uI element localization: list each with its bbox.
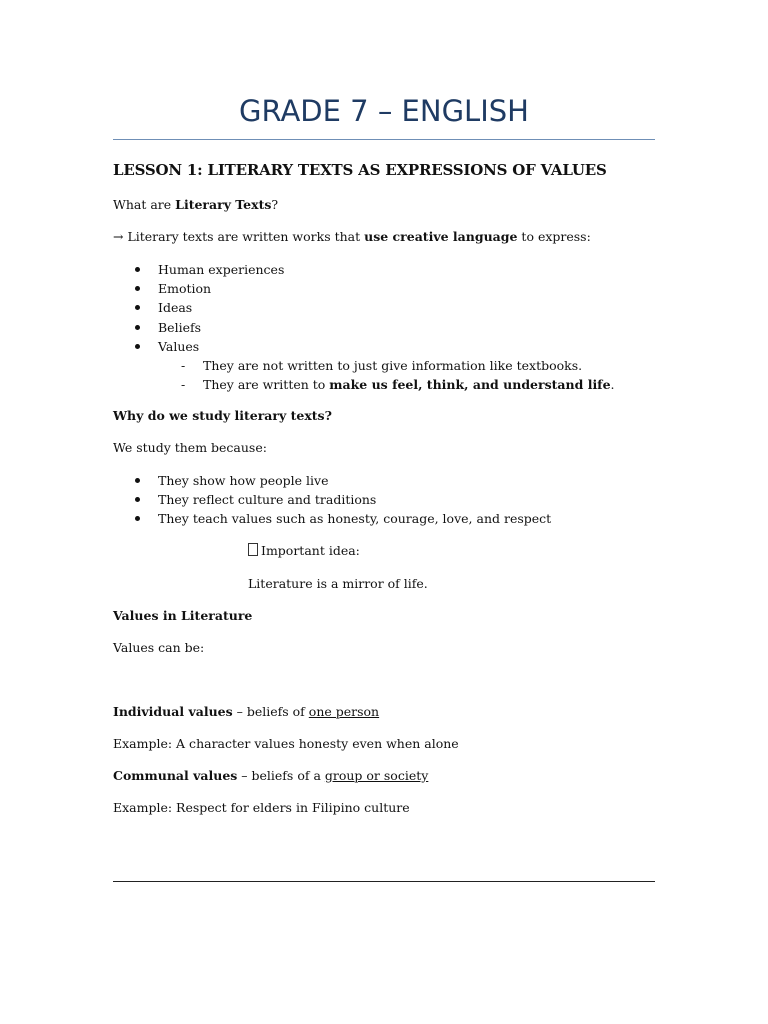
list-item (113, 279, 284, 298)
important-label-text: Important idea: (261, 543, 360, 558)
bullet-icon (135, 305, 140, 310)
important-idea-label (248, 542, 360, 560)
q1-bold: Literary Texts (175, 197, 272, 212)
list-item (113, 509, 551, 528)
express-list (113, 260, 284, 356)
bullet-icon (135, 516, 140, 521)
missing-glyph-icon (248, 543, 258, 556)
sub-b-pre: They are written to (203, 377, 330, 392)
individual-mid: – beliefs of (232, 704, 309, 719)
values-sub-list (113, 356, 615, 394)
bullet-icon (135, 478, 140, 483)
def-pre: → Literary texts are written works that (113, 229, 365, 244)
bottom-divider (113, 881, 655, 882)
bullet-icon (135, 497, 140, 502)
communal-mid: – beliefs of a (237, 768, 325, 783)
list-item-text: Ideas (158, 300, 193, 316)
why-heading: Why do we study literary texts? (113, 408, 332, 423)
individual-values-line (113, 703, 379, 721)
communal-underline: group or society (324, 768, 429, 783)
q1-pre: What are (113, 197, 176, 212)
list-item (113, 490, 551, 509)
list-item (113, 375, 615, 394)
communal-bold: Communal values (113, 768, 238, 783)
individual-example: Example: A character values honesty even when alone (113, 736, 459, 751)
list-item (113, 318, 284, 337)
lesson-heading: LESSON 1: LITERARY TEXTS AS EXPRESSIONS OF VALUES (113, 161, 607, 179)
list-item-text: Human experiences (158, 262, 285, 277)
page-title: GRADE 7 – ENGLISH (239, 94, 529, 128)
list-item-text: Values (158, 338, 200, 354)
dash-icon: - (181, 358, 186, 373)
list-item (113, 471, 551, 490)
bullet-icon (135, 286, 140, 291)
why-intro: We study them because: (113, 440, 267, 455)
important-idea-text: Literature is a mirror of life. (248, 576, 428, 591)
dash-icon: - (181, 377, 186, 392)
list-item-text: They are not written to just give information like textbooks. (203, 358, 583, 373)
communal-example: Example: Respect for elders in Filipino culture (113, 800, 410, 815)
list-item (113, 298, 284, 317)
def-post: to express: (517, 229, 591, 244)
q1-post: ? (271, 197, 279, 212)
list-item-text: They reflect culture and traditions (158, 492, 377, 508)
def-bold: use creative language (364, 229, 518, 244)
bullet-icon (135, 344, 140, 349)
why-list (113, 471, 551, 529)
list-item-text: Beliefs (158, 319, 202, 335)
individual-bold: Individual values (113, 704, 233, 719)
sub-b-post: . (610, 377, 615, 392)
bullet-icon (135, 267, 140, 272)
values-heading: Values in Literature (113, 608, 253, 623)
document-page (113, 0, 655, 1024)
bullet-icon (135, 325, 140, 330)
list-item-text: They teach values such as honesty, courage, love, and respect (158, 511, 552, 527)
question-literary-texts (113, 196, 278, 214)
list-item-text: Emotion (158, 281, 212, 297)
communal-values-line (113, 767, 428, 785)
values-intro: Values can be: (113, 640, 205, 655)
sub-b-bold: make us feel, think, and understand life (329, 377, 611, 392)
list-item (113, 356, 615, 375)
individual-underline: one person (308, 704, 380, 719)
title-divider (113, 139, 655, 140)
list-item (113, 260, 284, 279)
list-item (113, 337, 284, 356)
list-item-text: They show how people live (158, 473, 329, 488)
definition-line (113, 228, 591, 246)
